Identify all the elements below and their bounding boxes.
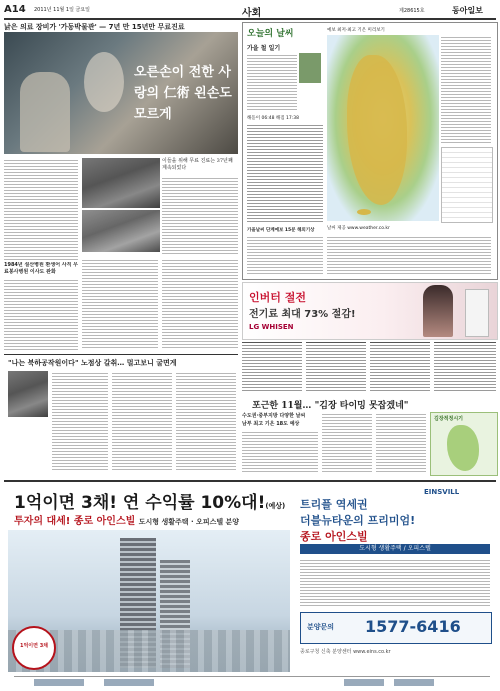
ad-phone-box [300,612,492,644]
ad-building-image [8,530,290,672]
jeju-island [357,209,371,215]
ad-logo: EINSVILL [424,488,460,496]
kimchi-chart [430,412,498,476]
ad-bar: 도시형 생활주택 / 오피스텔 [300,544,490,554]
ad-brand-title: 종로 아인스빌 [300,530,368,543]
ad-headline-text: 1억이면 3채! 연 수익률 10%대! [14,493,266,513]
story-body-col1 [4,158,78,260]
ad-tag2: 더블뉴타운의 프리미엄! [300,514,416,527]
ad-footer: 종로구청 신축 분양센터 www.eins.co.kr [300,649,391,655]
weather-news-title: 가을날씨 단계예보 15분 해외기상 [247,228,315,233]
weather-subtitle: 가을 철 일기 [247,45,281,52]
photo-caption: 이들을 위해 무료 진료는 37년째 계속되었다 [162,158,233,171]
page-header [4,4,496,20]
weather-photo [299,53,321,83]
map-side-table [441,35,491,143]
ad-headline-note: (예상) [265,502,286,510]
inset-title: "나는 북하공작원이다" 노점상 갈취… 멀고보니 굴면게 [8,359,177,367]
lg-ad[interactable] [242,282,498,340]
weather-stats [242,342,496,394]
lg-ad-aircon [465,289,489,337]
stats-table-1 [242,342,302,393]
story-archive-photo [82,158,160,208]
ad-badge [12,626,56,670]
weather-title: 오늘의 날씨 [247,29,294,39]
korea-landmass [347,55,407,205]
stats-table-2 [306,342,366,393]
story-body-col1b [4,278,78,350]
ad-headline [14,488,285,513]
photo-figure-2 [84,52,124,112]
ad-phone: 1577-6416 [365,617,461,636]
story-body-col4 [162,258,238,350]
ad-phone-label: 분양문의 [307,623,335,631]
section-title: 사회 [242,8,262,19]
ad-badge-text: 1억이면 3채 [19,643,49,649]
story-kicker: 낡은 의료 장비가 '가동박물관' — 7년 만 15년만 무료진료 [4,23,185,31]
story2-col1 [242,430,318,474]
story-photo [4,32,238,154]
page-number: A14 [4,4,26,15]
ad-sub-tail: 도시형 생활주택 · 오피스텔 분양 [138,518,240,526]
weather-footer-text [327,235,491,275]
ad-logo-1 [34,679,84,686]
ad-features [300,558,490,608]
ad-logo-2 [104,679,154,686]
korea-weather-map [327,35,439,221]
story2-sub: 남부 최고 기온 18도 예상 [242,421,300,427]
sun-times: 해돋이 06:48 해짐 17:38 [247,116,299,121]
story2-col2 [322,412,372,474]
story-body-col2 [162,176,238,256]
lg-ad-line1: 인버터 절전 [249,291,306,304]
story-body-col3 [82,258,158,350]
story2-col3 [376,412,426,474]
inset-body-3 [176,371,236,471]
stats-table-3 [370,342,430,393]
inset-body-1 [52,371,108,471]
story-archive-photo-2 [82,210,160,252]
stats-table-4 [434,342,496,393]
kimchi-map-shape [447,425,479,471]
issue-number: 제28615호 [399,8,425,14]
issue-date: 2011년 11월 1일 금요일 [34,7,91,13]
story2-title: 포근한 11월… "김장 타이밍 못잡겠네" [252,401,409,411]
ad-sponsor-logos [14,676,490,687]
ad-sub-text: 투자의 대세! 종로 아인스빌 [14,516,136,527]
inset-photo [8,371,48,417]
map-title: 예보 최저·최고 기온 미리보기 [327,28,385,33]
inset-box [4,354,238,475]
paper-name: 동아일보 [452,6,483,15]
ad-logo-4 [394,679,434,686]
lg-ad-brand: LG WHISEN [249,323,294,331]
weather-news-text [247,235,323,275]
lg-ad-line2: 전기료 최대 73% 절감! [249,309,356,320]
ad-tag: 트리플 역세권 [300,498,368,511]
weather-sponsor: 날씨 제공 www.weather.co.kr [327,226,390,231]
ad-sub [14,512,239,527]
kimchi-chart-label: 김장적정시기 [434,416,463,422]
tide-table [441,147,493,223]
lg-ad-model [423,285,453,337]
weather-panel [242,22,498,280]
story-subhead: 1984년 설산병원 환생어 사직 무료봉사병원 이사도 완화 [4,262,78,275]
story2-kicker: 수도권·중부지방 다양한 날씨 [242,413,306,419]
inset-body-2 [112,371,172,471]
bottom-ad[interactable] [4,480,496,689]
photo-figure [20,72,70,152]
ad-logo-3 [344,679,384,686]
story-quote: 오른손이 전한 사랑의 仁術 왼손도 모르게 [134,65,232,122]
weather-city-table [247,123,323,223]
weather-text [247,53,297,111]
